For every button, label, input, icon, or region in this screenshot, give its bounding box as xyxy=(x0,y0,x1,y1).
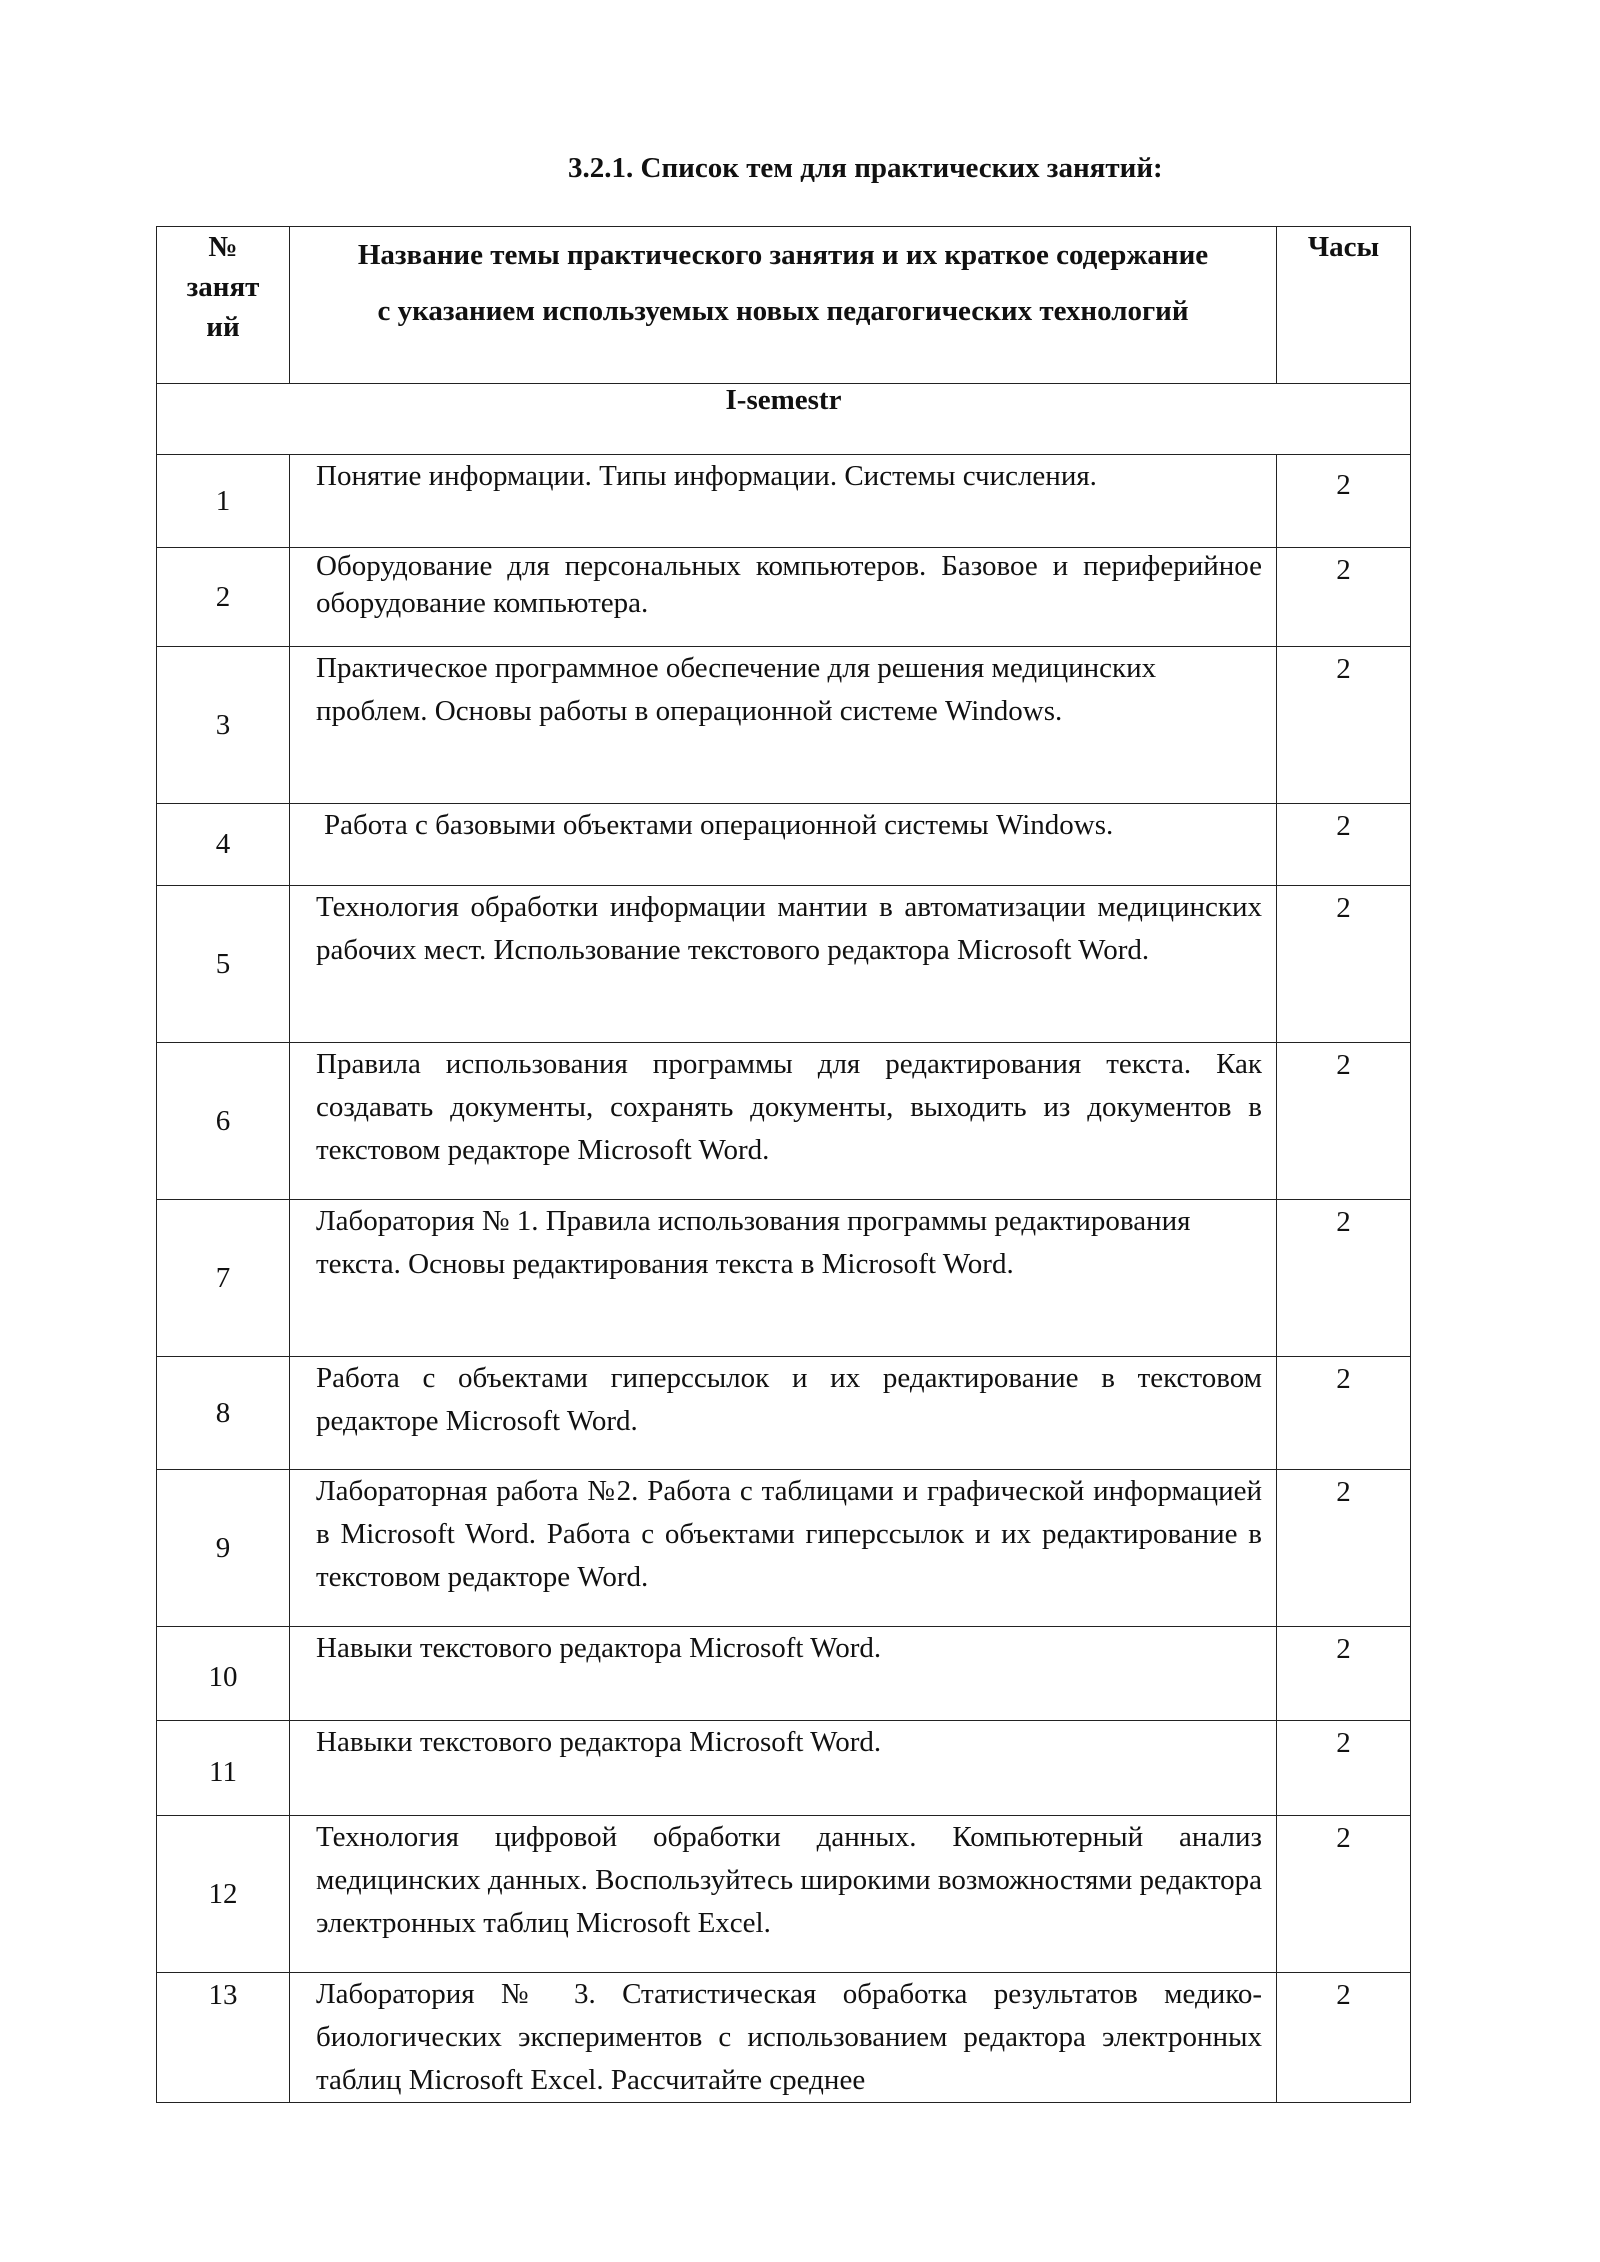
header-title-line: Название темы практического занятия и их краткое содержание xyxy=(357,239,1209,271)
row-number: 5 xyxy=(157,886,290,1043)
row-title: Работа с объектами гиперссылок и их редактирование в текстовом редакторе Microsoft Word. xyxy=(290,1357,1277,1470)
row-hours: 2 xyxy=(1277,1816,1411,1973)
table-row xyxy=(157,1200,1411,1357)
section-heading: 3.2.1. Список тем для практических занятий: xyxy=(568,152,1163,184)
row-hours: 2 xyxy=(1277,455,1411,548)
row-number: 8 xyxy=(157,1357,290,1470)
row-hours: 2 xyxy=(1277,1470,1411,1627)
row-title: Лаборатория № 1. Правила использования программы редактирования текста. Основы редактирования текста в Microsoft Word. xyxy=(290,1200,1277,1357)
row-hours: 2 xyxy=(1277,548,1411,647)
semester-label: I-semestr xyxy=(157,384,1411,455)
row-hours: 2 xyxy=(1277,886,1411,1043)
row-number: 3 xyxy=(157,647,290,804)
table-row xyxy=(157,1357,1411,1470)
table-row xyxy=(157,1043,1411,1200)
header-title xyxy=(290,227,1277,384)
row-number: 1 xyxy=(157,455,290,548)
table-row xyxy=(157,1470,1411,1627)
row-hours: 2 xyxy=(1277,1043,1411,1200)
row-title: Правила использования программы для редактирования текста. Как создавать документы, сохранять документы, выходить из документов в текстовом редакторе Microsoft Word. xyxy=(290,1043,1277,1200)
row-hours: 2 xyxy=(1277,1721,1411,1816)
table-row xyxy=(157,647,1411,804)
row-title: Практическое программное обеспечение для решения медицинских проблем. Основы работы в операционной системе Windows. xyxy=(290,647,1277,804)
row-number: 4 xyxy=(157,804,290,886)
header-hours: Часы xyxy=(1277,227,1411,384)
row-title: Оборудование для персональных компьютеров. Базовое и периферийное оборудование компьютера. xyxy=(290,548,1277,647)
row-number: 2 xyxy=(157,548,290,647)
row-hours: 2 xyxy=(1277,1973,1411,2103)
row-number: 7 xyxy=(157,1200,290,1357)
row-hours: 2 xyxy=(1277,1627,1411,1721)
table-row xyxy=(157,1721,1411,1816)
row-title: Лабораторная работа №2. Работа с таблицами и графической информацией в Microsoft Word. Работа с объектами гиперссылок и их редактирование в текстовом редакторе Word. xyxy=(290,1470,1277,1627)
row-title: Навыки текстового редактора Microsoft Word. xyxy=(290,1721,1277,1816)
header-num xyxy=(157,227,290,384)
row-title: Лаборатория № 3. Статистическая обработка результатов медико-биологических экспериментов с использованием редактора электронных таблиц Microsoft Excel. Рассчитайте среднее xyxy=(290,1973,1277,2103)
table-row xyxy=(157,548,1411,647)
row-number: 9 xyxy=(157,1470,290,1627)
row-title: Технология цифровой обработки данных. Компьютерный анализ медицинских данных. Воспользуйтесь широкими возможностями редактора электронных таблиц Microsoft Excel. xyxy=(290,1816,1277,1973)
header-num-line: занят xyxy=(186,271,260,303)
semester-row xyxy=(157,384,1411,455)
row-hours: 2 xyxy=(1277,1357,1411,1470)
topics-table xyxy=(156,226,1411,2103)
row-number: 6 xyxy=(157,1043,290,1200)
table-row xyxy=(157,886,1411,1043)
header-num-line: № xyxy=(208,231,238,263)
table-row xyxy=(157,1627,1411,1721)
row-number: 13 xyxy=(157,1973,290,2103)
table-row xyxy=(157,1973,1411,2103)
table-header-row xyxy=(157,227,1411,384)
row-title: Работа с базовыми объектами операционной системы Windows. xyxy=(290,804,1277,886)
row-title: Понятие информации. Типы информации. Системы счисления. xyxy=(290,455,1277,548)
row-title: Навыки текстового редактора Microsoft Word. xyxy=(290,1627,1277,1721)
row-hours: 2 xyxy=(1277,804,1411,886)
header-title-line: с указанием используемых новых педагогических технологий xyxy=(377,295,1189,327)
row-title: Технология обработки информации мантии в автоматизации медицинских рабочих мест. Использование текстового редактора Microsoft Word. xyxy=(290,886,1277,1043)
row-number: 11 xyxy=(157,1721,290,1816)
row-number: 10 xyxy=(157,1627,290,1721)
table-row xyxy=(157,804,1411,886)
table-row xyxy=(157,1816,1411,1973)
header-num-line: ий xyxy=(206,311,240,343)
row-number: 12 xyxy=(157,1816,290,1973)
row-hours: 2 xyxy=(1277,1200,1411,1357)
row-hours: 2 xyxy=(1277,647,1411,804)
table-row xyxy=(157,455,1411,548)
